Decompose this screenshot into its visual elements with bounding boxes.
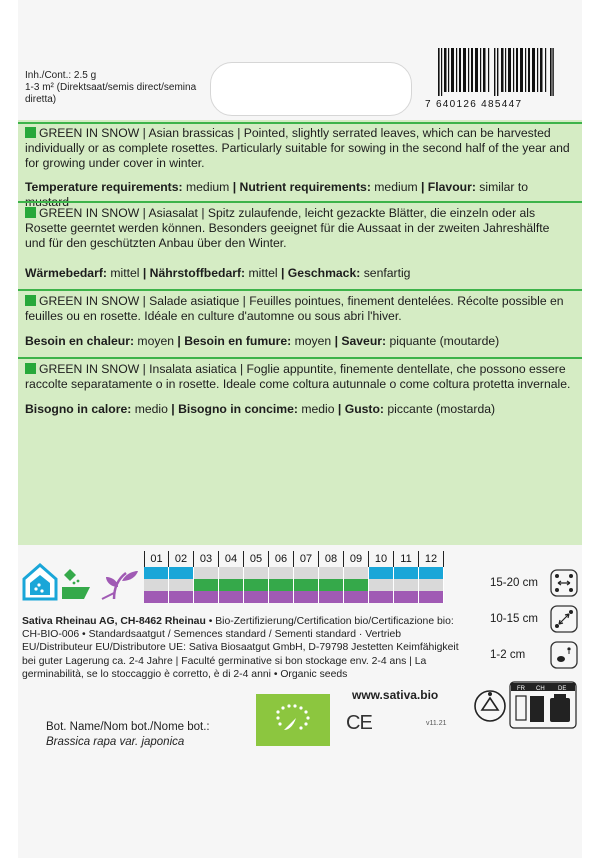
req-value: piccante (mostarda): [383, 402, 496, 416]
calendar-cell: [244, 579, 269, 591]
calendar-month-label: 05: [244, 551, 269, 567]
description-fr: [25, 294, 573, 324]
req-label: | Flavour:: [421, 180, 476, 194]
req-label: | Gusto:: [337, 402, 384, 416]
calendar-month-label: 03: [194, 551, 219, 567]
ce-mark: CE: [346, 712, 372, 734]
content-weight: Inh./Cont.: 2.5 g: [25, 70, 97, 81]
calendar-row-glass: [144, 567, 444, 579]
calendar-cell: [419, 579, 444, 591]
calendar-cell: [219, 591, 244, 603]
calendar-month-label: 06: [269, 551, 294, 567]
code-ch: CH: [536, 686, 545, 692]
green-square-icon: [25, 207, 36, 218]
req-value: moyen: [291, 334, 335, 348]
calendar-cell: [144, 567, 169, 579]
calendar-cell: [269, 567, 294, 579]
req-value: medio: [131, 402, 172, 416]
calendar-month-label: 04: [219, 551, 244, 567]
calendar-cell: [319, 567, 344, 579]
calendar-cell: [169, 579, 194, 591]
variety-name: GREEN IN SNOW: [39, 362, 140, 376]
req-label: | Geschmack:: [281, 266, 361, 280]
calendar-cell: [244, 591, 269, 603]
spacing-row: [490, 637, 578, 673]
req-value: medio: [297, 402, 338, 416]
calendar-cell: [294, 567, 319, 579]
divider: [18, 289, 582, 291]
eu-organic-leaf-icon: [256, 694, 330, 746]
req-value: mittel: [106, 266, 143, 280]
calendar-cell: [219, 579, 244, 591]
company-name: Sativa Rheinau AG, CH-8462 Rheinau: [22, 616, 206, 627]
req-label: Bisogno in calore:: [25, 402, 132, 416]
divider: [18, 201, 582, 203]
legal-body: • Bio-Zertifizierung/Certification bio/Certificazione bio: CH-BIO-006 • Standardsaatgut / Semences standard / Sementi standard · Vertrieb EU/Distributeur EU/Distributore UE: Sativa Biosaatgut GmbH, D-79798 Jestetten Keimfähigkeit bei guter Lagerung ca. 2-4 Jahre | Faculté germinative si bon stockage env. 2-4 ans | La germinabilità, se lo stoccaggio è corretto, è di 2-4 anni • Organic seeds: [22, 616, 459, 680]
calendar-cell: [294, 579, 319, 591]
req-value: medium: [182, 180, 233, 194]
calendar-cell: [194, 591, 219, 603]
variety-name: GREEN IN SNOW: [39, 294, 140, 308]
description-it: [25, 362, 573, 392]
triman-icon: [475, 691, 505, 721]
recycling-code-box: [510, 682, 576, 728]
calendar-cell: [169, 591, 194, 603]
calendar-cell: [394, 579, 419, 591]
calendar-cell: [194, 579, 219, 591]
req-label: Temperature requirements:: [25, 180, 183, 194]
plant-spacing-icon: [550, 605, 578, 633]
description-text: | Salade asiatique | Feuilles pointues, finement dentelées. Récolte possible en feuilles ou en rosette. Idéale en culture d'automne ou sous abri l'hiver.: [25, 294, 564, 324]
spacing-label: 1-2 cm: [490, 649, 526, 661]
calendar-month-label: 02: [169, 551, 194, 567]
green-square-icon: [25, 295, 36, 306]
botanical-label: Bot. Name/Nom bot./Nome bot.:: [46, 721, 210, 733]
sowing-icons: [22, 563, 140, 609]
calendar-month-label: 11: [394, 551, 419, 567]
barcode: [438, 48, 554, 96]
botanical-name-block: [46, 720, 210, 750]
calendar-months: [144, 551, 444, 567]
spacing-label: 15-20 cm: [490, 577, 538, 589]
spacing-legend: [490, 565, 578, 673]
req-label: Besoin en chaleur:: [25, 334, 135, 348]
version-label: v11.21: [426, 720, 447, 727]
calendar-cell: [269, 579, 294, 591]
barcode-number: 7 640126 485447: [425, 99, 523, 110]
calendar-cell: [169, 567, 194, 579]
calendar-cell: [419, 591, 444, 603]
hang-hole: [210, 62, 412, 116]
calendar-cell: [294, 591, 319, 603]
calendar-cell: [344, 567, 369, 579]
spacing-row: [490, 565, 578, 601]
content-area: 1-3 m² (Direktsaat/semis direct/semina: [25, 82, 197, 93]
green-square-icon: [25, 127, 36, 138]
calendar-month-label: 08: [319, 551, 344, 567]
req-value: similar to: [479, 180, 529, 194]
calendar-cell: [344, 579, 369, 591]
req-value: senfartig: [360, 266, 411, 280]
requirements-it: [25, 402, 573, 417]
calendar-month-label: 12: [419, 551, 444, 567]
content-area-cont: diretta): [25, 94, 57, 105]
calendar-cell: [419, 567, 444, 579]
req-value: piquante (moutarde): [386, 334, 500, 348]
calendar-cell: [394, 567, 419, 579]
legal-text: [22, 615, 462, 681]
req-value: mittel: [245, 266, 282, 280]
req-label: | Nährstoffbedarf:: [142, 266, 246, 280]
code-fr: FR: [517, 686, 525, 692]
calendar-cell: [394, 591, 419, 603]
calendar-cell: [219, 567, 244, 579]
description-text: | Insalata asiatica | Foglie appuntite, finemente dentellate, che possono essere raccolte separatamente o in rosette. Ideale come coltura autunnale o come coltura protetta invernale.: [25, 362, 571, 392]
description-text: | Asian brassicas | Pointed, slightly serrated leaves, which can be harvested individually or as complete rosettes. Particularly suitable for sowing in the second half of the year and for growing under cover in winter.: [25, 126, 570, 171]
spacing-row: [490, 601, 578, 637]
req-label: | Besoin en fumure:: [177, 334, 292, 348]
req-label: | Saveur:: [334, 334, 387, 348]
variety-name: GREEN IN SNOW: [39, 206, 140, 220]
calendar-cell: [144, 579, 169, 591]
requirements-de: [25, 266, 573, 281]
calendar-cell: [369, 567, 394, 579]
website-link[interactable]: www.sativa.bio: [352, 688, 439, 702]
calendar-month-label: 09: [344, 551, 369, 567]
description-de: [25, 206, 573, 252]
description-en: [25, 126, 573, 172]
greenhouse-icon: [24, 565, 56, 599]
calendar-month-label: 07: [294, 551, 319, 567]
row-spacing-icon: [550, 569, 578, 597]
harvest-icon: [102, 571, 138, 599]
calendar-cell: [194, 567, 219, 579]
calendar-cell: [369, 591, 394, 603]
req-label: | Bisogno in concime:: [171, 402, 298, 416]
req-value: moyen: [134, 334, 178, 348]
calendar-cell: [319, 591, 344, 603]
req-label: | Nutrient requirements:: [232, 180, 371, 194]
calendar-month-label: 10: [369, 551, 394, 567]
calendar-cell: [144, 591, 169, 603]
calendar-row-outdoor: [144, 579, 444, 591]
requirements-fr: [25, 334, 573, 349]
calendar-cell: [269, 591, 294, 603]
calendar-month-label: 01: [144, 551, 169, 567]
outdoor-sowing-icon: [62, 569, 90, 599]
req-value: medium: [370, 180, 422, 194]
divider: [18, 357, 582, 359]
spacing-label: 10-15 cm: [490, 613, 538, 625]
code-de: DE: [558, 686, 567, 692]
divider: [18, 122, 582, 124]
content-info: [25, 70, 215, 106]
calendar-cell: [369, 579, 394, 591]
botanical-name: Brassica rapa var. japonica: [46, 736, 185, 748]
req-label: Wärmebedarf:: [25, 266, 107, 280]
recycling-icons: [470, 680, 580, 732]
sowing-depth-icon: [550, 641, 578, 669]
variety-name: GREEN IN SNOW: [39, 126, 140, 140]
calendar-row-harvest: [144, 591, 444, 603]
sowing-calendar: [144, 551, 444, 603]
calendar-cell: [244, 567, 269, 579]
green-square-icon: [25, 363, 36, 374]
description-text: | Asiasalat | Spitz zulaufende, leicht gezackte Blätter, die einzeln oder als Rosette geerntet werden können. Besonders geeignet für die Aussaat in der zweiten Jahreshälfte und für den geschützten Anbau über den Winter.: [25, 206, 550, 251]
calendar-cell: [344, 591, 369, 603]
calendar-cell: [319, 579, 344, 591]
